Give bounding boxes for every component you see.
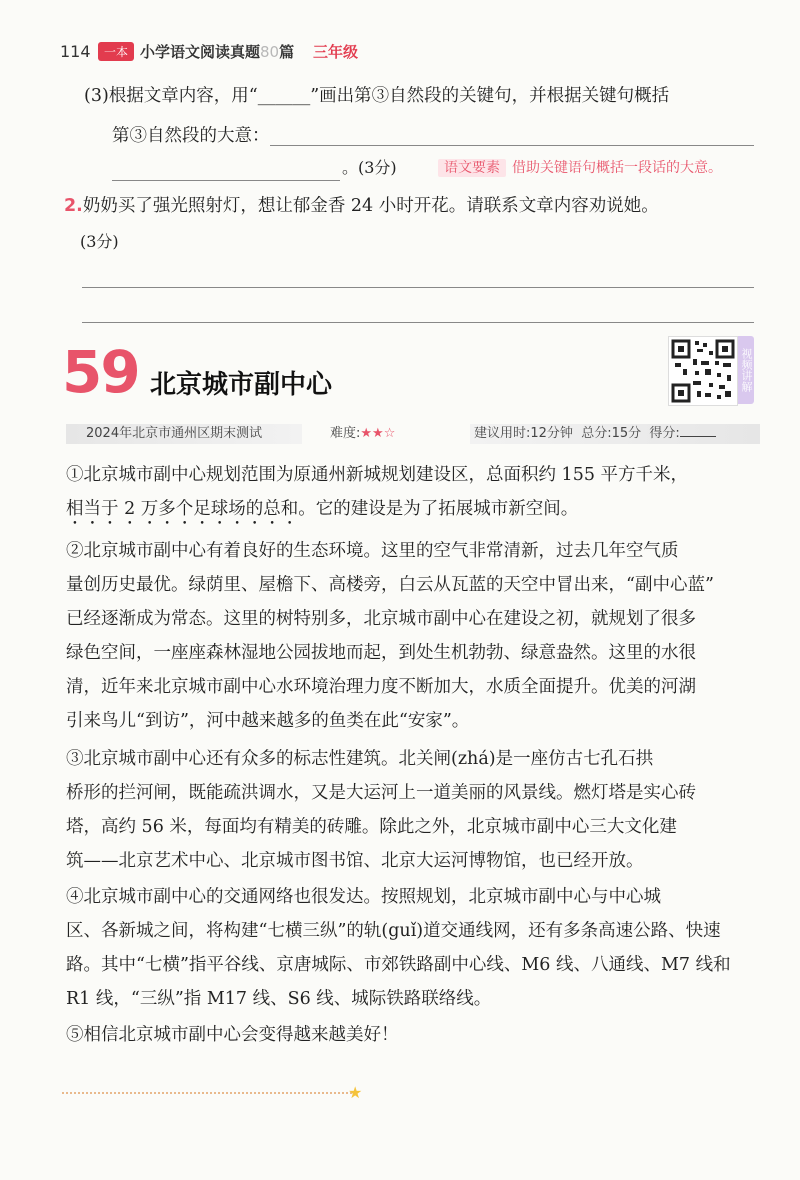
source-label: 2024年北京市通州区期末测试: [66, 424, 302, 444]
paragraph-2: [66, 534, 756, 738]
paragraph-4-line-1: ④北京城市副中心的交通网络也很发达。按照规划，北京城市副中心与中心城: [66, 887, 661, 907]
paragraph-2-line-2: 量创历史最优。绿荫里、屋檐下、高楼旁，白云从瓦蓝的天空中冒出来，“副中心蓝”: [66, 575, 714, 595]
difficulty: [330, 424, 395, 444]
question-2-text: 奶奶买了强光照射灯，想让郁金香 24 小时开花。请联系文章内容劝说她。: [82, 196, 659, 216]
question-2-number: 2.: [64, 196, 83, 216]
question-3-line-1: (3)根据文章内容，用“______”画出第③自然段的关键句，并根据关键句概括: [84, 86, 670, 106]
paragraph-3-line-3: 塔，高约 56 米，每面均有精美的砖雕。除此之外，北京城市副中心三大文化建: [66, 817, 677, 837]
emphasized-phrase: 相当于 2 万多个足球场的总和: [66, 499, 299, 519]
paragraph-1-line-1: ①北京城市副中心规划范围为原通州新城规划建设区，总面积约 155 平方千米，: [66, 465, 689, 485]
tip-label: 语文要素: [438, 159, 506, 177]
video-lecture-label: 视频讲解: [738, 336, 754, 404]
book-title: [140, 41, 294, 62]
total-score: 总分:15分: [581, 426, 642, 441]
paragraph-3-line-4: 筑——北京艺术中心、北京城市图书馆、北京大运河博物馆，也已经开放。: [66, 851, 644, 871]
paragraph-1-line-2-rest: 。它的建设是为了拓展城市新空间。: [298, 499, 579, 519]
question-3-line-2: 第③自然段的大意：: [112, 126, 270, 146]
paragraph-4-line-3: 路。其中“七横”指平谷线、京唐城际、市郊铁路副中心线、M6 线、八通线、M7 线和: [66, 955, 731, 975]
tip-box: [438, 157, 722, 177]
book-unit: 篇: [279, 43, 295, 61]
article-title: 北京城市副中心: [150, 370, 333, 400]
paragraph-1-line-2: [66, 492, 756, 529]
footer-divider: [62, 1092, 352, 1094]
score-label: 得分:: [649, 426, 680, 441]
paragraph-2-line-3: 已经逐渐成为常态。这里的树特别多，北京城市副中心在建设之初，就规划了很多: [66, 609, 696, 629]
paragraph-5: [66, 1018, 756, 1052]
answer-line-4[interactable]: [82, 322, 754, 323]
time-score-bar: [470, 424, 760, 444]
paragraph-2-line-4: 绿色空间，一座座森林湿地公园拔地而起，到处生机勃勃、绿意盎然。这里的水很: [66, 643, 696, 663]
question-2-line-1: [64, 192, 659, 220]
paragraph-4: [66, 880, 756, 1016]
difficulty-label: 难度:: [330, 426, 361, 441]
paragraph-2-line-1: ②北京城市副中心有着良好的生态环境。这里的空气非常清新，过去几年空气质: [66, 541, 679, 561]
answer-line-1[interactable]: [270, 145, 754, 146]
brand-tag: 一本: [98, 42, 134, 61]
paragraph-2-line-6: 引来鸟儿“到访”，河中越来越多的鱼类在此“安家”。: [66, 711, 470, 731]
paragraph-3: [66, 742, 756, 878]
paragraph-4-line-4: R1 线，“三纵”指 M17 线、S6 线、城际铁路联络线。: [66, 989, 492, 1009]
grade-label: 三年级: [313, 43, 359, 61]
book-title-text: 小学语文阅读真题: [140, 43, 261, 61]
paragraph-3-line-2: 桥形的拦河闸，既能疏洪调水，又是大运河上一道美丽的风景线。燃灯塔是实心砖: [66, 783, 696, 803]
question-3-score: 。(3分): [342, 158, 397, 177]
paragraph-5-line-1: ⑤相信北京城市副中心会变得越来越美好！: [66, 1025, 399, 1045]
paragraph-4-line-2: 区、各新城之间，将构建“七横三纵”的轨(guǐ)道交通线网，还有多条高速公路、快速: [66, 921, 721, 941]
book-count: 80: [260, 43, 280, 61]
answer-line-3[interactable]: [82, 287, 754, 288]
star-icon: ★: [348, 1083, 363, 1102]
answer-line-2[interactable]: [112, 180, 340, 181]
difficulty-stars-icon: ★★☆: [360, 426, 396, 441]
paragraph-3-line-1: ③北京城市副中心还有众多的标志性建筑。北关闸(zhá)是一座仿古七孔石拱: [66, 749, 654, 769]
article-number: 59: [62, 338, 139, 406]
paragraph-2-line-5: 清，近年来北京城市副中心水环境治理力度不断加大，水质全面提升。优美的河湖: [66, 677, 696, 697]
tip-text: 借助关键语句概括一段话的大意。: [512, 160, 722, 176]
article-body: [66, 458, 756, 529]
suggested-time: 建议用时:12分钟: [474, 426, 573, 441]
qr-code-icon[interactable]: [668, 336, 738, 406]
page-number: 114: [60, 42, 91, 61]
question-2-score: (3分): [80, 232, 119, 251]
score-blank[interactable]: [680, 424, 716, 437]
